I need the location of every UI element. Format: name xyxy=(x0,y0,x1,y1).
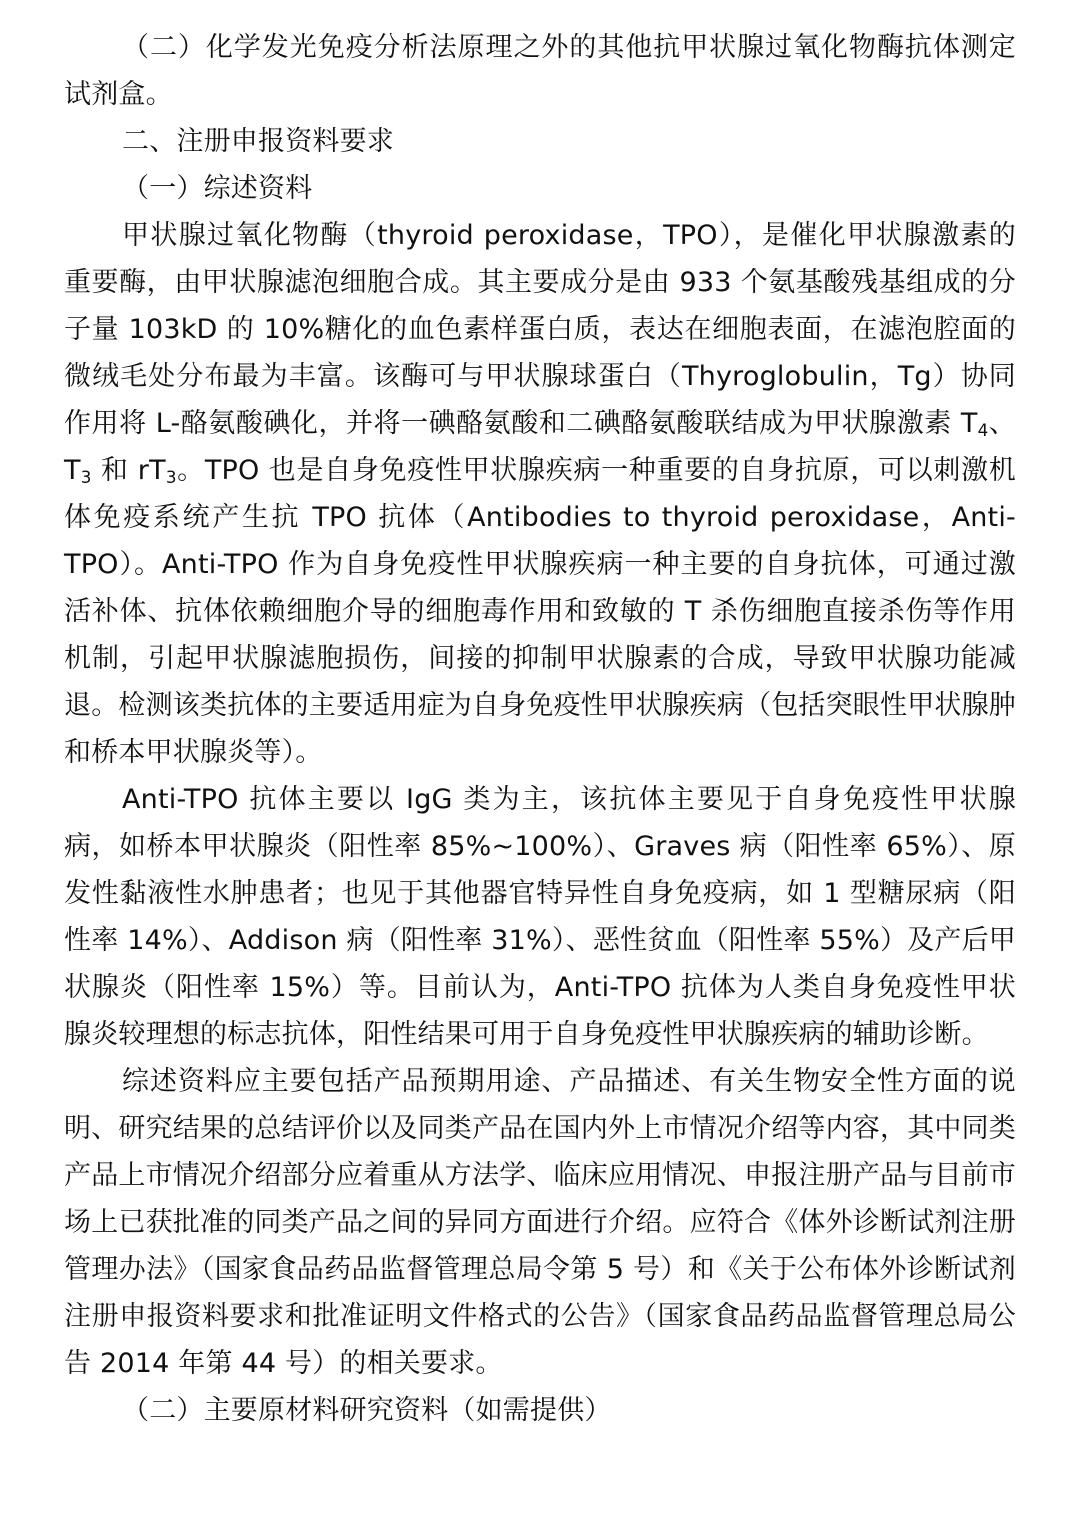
subsection-heading-overview: （一）综述资料 xyxy=(122,173,313,204)
section-heading-registration-requirements: 二、注册申报资料要求 xyxy=(122,126,394,157)
subscript-4: 4 xyxy=(977,420,989,441)
text-run: 。TPO 也是自身免疫性甲状腺疾病一种重要的自身抗原，可以刺激机体免疫系统产生抗 TPO 抗体（Antibodies to thyroid peroxidase，Anti-TPO）。Anti-TPO 作为自身免疫性甲状腺疾病一种主要的自身抗体，可通过激活补体、抗体依赖细胞介导的细胞毒作用和致敏的 T 杀伤细胞直接杀伤等作用机制，引起甲状腺滤胞损伤，间接的抑制甲状腺素的合成，导致甲状腺功能减退。检测该类抗体的主要适用症为自身免疫性甲状腺疾病（包括突眼性甲状腺肿和桥本甲状腺炎等）。 xyxy=(64,455,1016,768)
text-run: 甲状腺过氧化物酶（thyroid peroxidase，TPO），是催化甲状腺激素的重要酶，由甲状腺滤泡细胞合成。其主要成分是由 933 个氨基酸残基组成的分子量 103kD 的 10%糖化的血色素样蛋白质，表达在细胞表面，在滤泡腔面的微绒毛处分布最为丰富。该酶可与甲状腺球蛋白（Thyroglobulin，Tg）协同作用将 L-酪氨酸碘化，并将一碘酪氨酸和二碘酪氨酸联结成为甲状腺激素 T xyxy=(64,220,1016,439)
paragraph-overview-requirements: 综述资料应主要包括产品预期用途、产品描述、有关生物安全性方面的说明、研究结果的总结评价以及同类产品在国内外上市情况介绍等内容，其中同类产品上市情况介绍部分应着重从方法学、临床应用情况、申报注册产品与目前市场上已获批准的同类产品之间的异同方面进行介绍。应符合《体外诊断试剂注册管理办法》（国家食品药品监督管理总局令第 5 号）和《关于公布体外诊断试剂注册申报资料要求和批准证明文件格式的公告》（国家食品药品监督管理总局公告 2014 年第 44 号）的相关要求。 xyxy=(64,1066,1016,1379)
paragraph-anti-tpo-clinical: Anti-TPO 抗体主要以 IgG 类为主，该抗体主要见于自身免疫性甲状腺病，如桥本甲状腺炎（阳性率 85%~100%）、Graves 病（阳性率 65%）、原发性黏液性水肿患者；也见于其他器官特异性自身免疫病，如 1 型糖尿病（阳性率 14%）、Addison 病（阳性率 31%）、恶性贫血（阳性率 55%）及产后甲状腺炎（阳性率 15%）等。目前认为，Anti-TPO 抗体为人类自身免疫性甲状腺炎较理想的标志抗体，阳性结果可用于自身免疫性甲状腺疾病的辅助诊断。 xyxy=(64,784,1016,1050)
paragraph-tpo-description xyxy=(64,212,1016,776)
text-run: 、T xyxy=(64,408,1017,486)
subscript-3: 3 xyxy=(165,467,177,488)
text-run: 和 rT xyxy=(91,455,166,486)
document-page xyxy=(64,24,1016,1434)
subsection-heading-raw-materials: （二）主要原材料研究资料（如需提供） xyxy=(122,1395,612,1426)
paragraph-kit-scope: （二）化学发光免疫分析法原理之外的其他抗甲状腺过氧化物酶抗体测定试剂盒。 xyxy=(64,32,1016,110)
subscript-3: 3 xyxy=(80,467,92,488)
